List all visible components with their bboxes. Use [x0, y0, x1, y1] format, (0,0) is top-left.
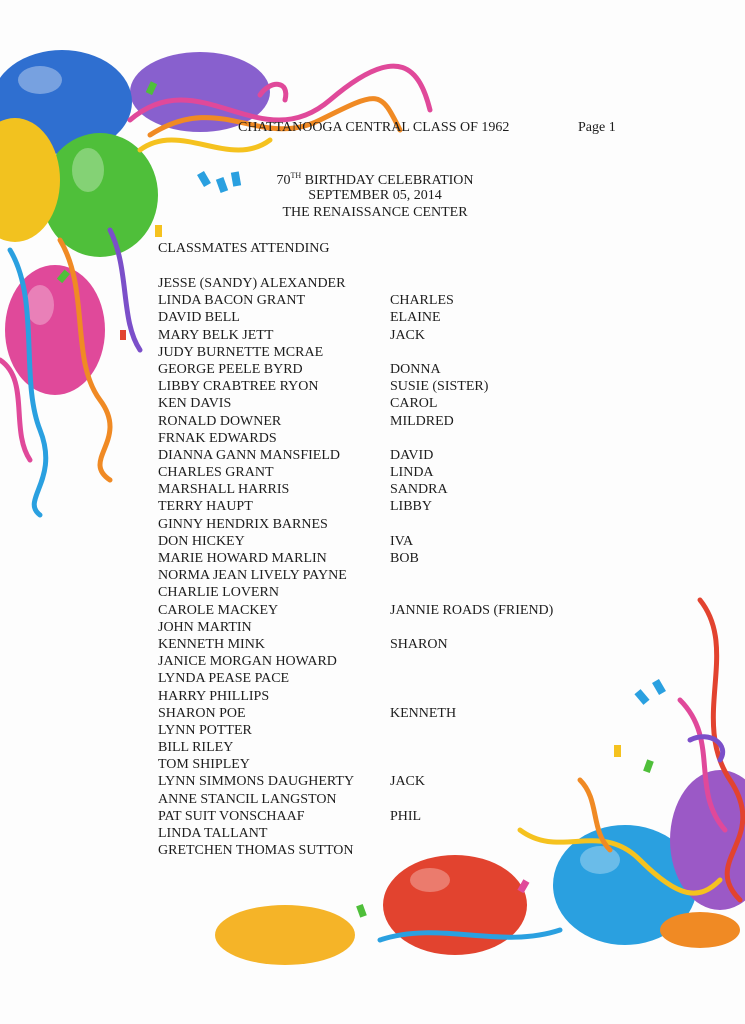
- attendee-guest: MILDRED: [390, 413, 454, 429]
- attendee-name: FRNAK EDWARDS: [158, 430, 277, 446]
- attendee-guest: JACK: [390, 774, 426, 790]
- list-item: [158, 567, 578, 584]
- attendee-guest: SHARON: [390, 636, 448, 652]
- attendee-guest: SUSIE (SISTER): [390, 379, 489, 395]
- list-item: [158, 773, 578, 790]
- attendee-guest: JANNIE ROADS (FRIEND): [390, 602, 554, 618]
- attendee-name: BILL RILEY: [158, 740, 234, 756]
- attendee-name: CHARLES GRANT: [158, 465, 274, 481]
- event-date: SEPTEMBER 05, 2014: [308, 188, 442, 203]
- event-ordinal-suffix: TH: [290, 171, 302, 180]
- list-item: [158, 653, 578, 670]
- attendee-guest: JACK: [390, 327, 426, 343]
- attendee-name: KENNETH MINK: [158, 636, 265, 652]
- attendee-name: RONALD DOWNER: [158, 413, 282, 429]
- list-item: [158, 533, 578, 550]
- list-item: [158, 688, 578, 705]
- attendee-name: SHARON POE: [158, 705, 246, 721]
- event-venue: THE RENAISSANCE CENTER: [282, 205, 468, 220]
- attendee-name: LYNN SIMMONS DAUGHERTY: [158, 774, 355, 790]
- list-item: [158, 550, 578, 567]
- attendee-name: HARRY PHILLIPS: [158, 688, 270, 704]
- attendee-name: MARY BELK JETT: [158, 327, 274, 343]
- attendee-guest: PHIL: [390, 808, 422, 824]
- list-item: [158, 670, 578, 687]
- list-item: [158, 395, 578, 412]
- page-number: Page 1: [578, 120, 616, 135]
- list-item: [158, 516, 578, 533]
- list-item: [158, 842, 578, 859]
- list-item: [158, 498, 578, 515]
- attendee-name: LINDA TALLANT: [158, 826, 268, 841]
- list-item: [158, 722, 578, 739]
- list-item: [158, 447, 578, 464]
- list-item: [158, 584, 578, 601]
- list-item: [158, 292, 578, 309]
- attendee-name: LINDA BACON GRANT: [158, 293, 305, 309]
- attendee-name: KEN DAVIS: [158, 396, 232, 412]
- balloon-red-icon: [383, 855, 527, 955]
- list-item: [158, 619, 578, 636]
- list-item: [158, 378, 578, 395]
- attendee-guest: LIBBY: [390, 499, 432, 515]
- attendee-name: MARSHALL HARRIS: [158, 482, 290, 498]
- attendee-guest: LINDA: [390, 465, 434, 481]
- attendee-name: TOM SHIPLEY: [158, 757, 250, 773]
- list-item: [158, 413, 578, 430]
- attendee-name: ANNE STANCIL LANGSTON: [158, 791, 337, 807]
- list-item: [158, 636, 578, 653]
- event-ordinal-number: 70: [276, 173, 291, 188]
- attendee-name: DIANNA GANN MANSFIELD: [158, 447, 340, 463]
- list-item: [158, 791, 578, 808]
- attendee-name: TERRY HAUPT: [158, 499, 253, 515]
- attendee-guest: KENNETH: [390, 705, 457, 721]
- attendee-name: JUDY BURNETTE MCRAE: [158, 344, 324, 360]
- attendee-guest: IVA: [390, 533, 414, 549]
- list-item: [158, 705, 578, 722]
- attendee-name: CHARLIE LOVERN: [158, 585, 279, 601]
- attendee-name: MARIE HOWARD MARLIN: [158, 551, 327, 566]
- attendee-name: LYNN POTTER: [158, 722, 252, 738]
- list-item: [158, 361, 578, 378]
- list-item: [158, 309, 578, 326]
- event-name-rest: BIRTHDAY CELEBRATION: [301, 173, 474, 188]
- attendee-name: LIBBY CRABTREE RYON: [158, 379, 319, 395]
- attendee-name: JESSE (SANDY) ALEXANDER: [158, 276, 346, 291]
- balloon-orange-icon: [215, 905, 355, 965]
- list-item: [158, 430, 578, 447]
- list-item: [158, 825, 578, 842]
- attendee-guest: BOB: [390, 551, 419, 566]
- attendee-name: LYNDA PEASE PACE: [158, 671, 290, 687]
- attendee-name: GEORGE PEELE BYRD: [158, 361, 303, 377]
- section-heading: CLASSMATES ATTENDING: [158, 241, 330, 256]
- attendee-guest: SANDRA: [390, 482, 448, 498]
- list-item: [158, 327, 578, 344]
- attendee-guest: DONNA: [390, 361, 441, 377]
- list-item: [158, 756, 578, 773]
- list-item: [158, 464, 578, 481]
- attendee-name: CAROLE MACKEY: [158, 602, 279, 618]
- attendee-name: GRETCHEN THOMAS SUTTON: [158, 843, 354, 859]
- attendee-name: NORMA JEAN LIVELY PAYNE: [158, 568, 347, 584]
- attendee-name: DON HICKEY: [158, 533, 245, 549]
- list-item: [158, 808, 578, 825]
- document-title: CHATTANOOGA CENTRAL CLASS OF 1962: [238, 120, 510, 135]
- attendee-name: PAT SUIT VONSCHAAF: [158, 808, 305, 824]
- attendee-guest: CAROL: [390, 396, 438, 412]
- attendee-guest: ELAINE: [390, 310, 441, 326]
- list-item: [158, 275, 578, 292]
- attendee-name: JANICE MORGAN HOWARD: [158, 654, 337, 670]
- list-item: [158, 481, 578, 498]
- list-item: [158, 344, 578, 361]
- event-name: [180, 171, 570, 189]
- list-item: [158, 602, 578, 619]
- attendee-name: JOHN MARTIN: [158, 619, 252, 635]
- attendee-name: GINNY HENDRIX BARNES: [158, 516, 328, 532]
- attendee-guest: CHARLES: [390, 293, 454, 309]
- attendee-list: [158, 275, 578, 859]
- list-item: [158, 739, 578, 756]
- attendee-name: DAVID BELL: [158, 310, 240, 326]
- attendee-guest: DAVID: [390, 447, 434, 463]
